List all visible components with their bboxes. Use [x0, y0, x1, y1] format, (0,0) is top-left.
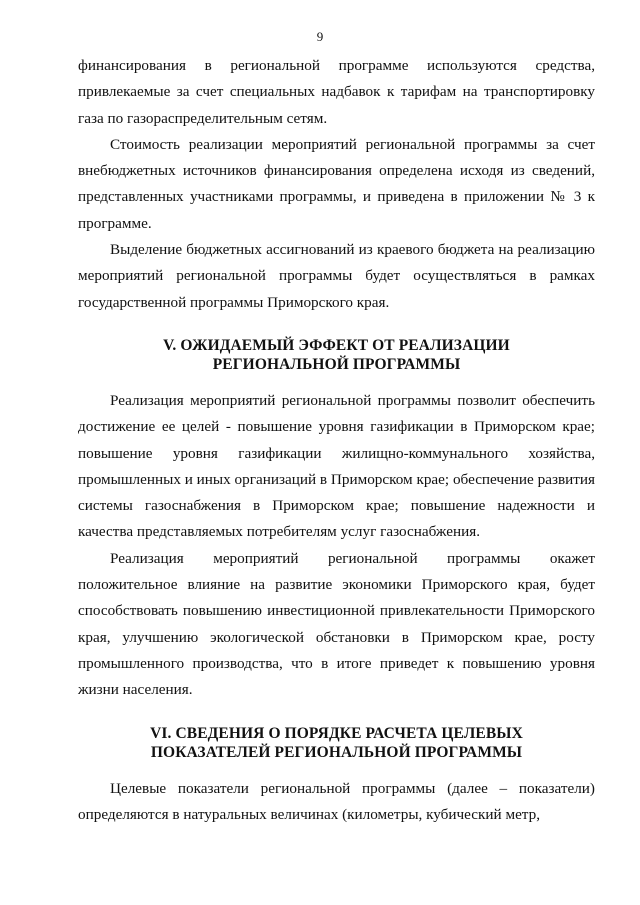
section-heading-v	[78, 336, 595, 374]
section-heading-vi-line2: ПОКАЗАТЕЛЕЙ РЕГИОНАЛЬНОЙ ПРОГРАММЫ	[150, 743, 523, 761]
paragraph-effect-goals: Реализация мероприятий региональной программы позволит обеспечить достижение ее целей - повышение уровня газификации в Приморском крае; повышение уровня газификации жилищно-коммунального хозяйства, промышленных и иных организаций в Приморском крае; обеспечение развития системы газоснабжения в Приморском крае; повышение надежности и качества представляемых потребителям услуг газоснабжения.	[78, 391, 595, 541]
page-number: 9	[316, 29, 324, 44]
section-heading-vi	[78, 724, 595, 762]
section-heading-vi-line1: VI. СВЕДЕНИЯ О ПОРЯДКЕ РАСЧЕТА ЦЕЛЕВЫХ	[150, 724, 523, 742]
paragraph-budget: Выделение бюджетных ассигнований из краевого бюджета на реализацию мероприятий региональной программы будет осуществляться в рамках государственной программы Приморского края.	[78, 241, 595, 311]
document-body	[78, 53, 595, 828]
paragraph-indicators: Целевые показатели региональной программы (далее – показатели) определяются в натуральных величинах (километры, кубический метр,	[78, 779, 595, 823]
section-heading-v-line1: V. ОЖИДАЕМЫЙ ЭФФЕКТ ОТ РЕАЛИЗАЦИИ	[163, 336, 510, 354]
paragraph-effect-economy: Реализация мероприятий региональной программы окажет положительное влияние на развитие экономики Приморского края, будет способствовать повышению инвестиционной привлекательности Приморского края, улучшению экологической обстановки в Приморском крае, росту промышленного производства, что в итоге приведет к повышению уровня жизни населения.	[78, 549, 595, 699]
section-heading-v-line2: РЕГИОНАЛЬНОЙ ПРОГРАММЫ	[212, 355, 461, 373]
paragraph-cost: Стоимость реализации мероприятий региональной программы за счет внебюджетных источников финансирования определена исходя из сведений, представленных участниками программы, и приведена в приложении № 3 к программе.	[78, 135, 595, 232]
paragraph-continuation: финансирования в региональной программе используются средства, привлекаемые за счет специальных надбавок к тарифам на транспортировку газа по газораспределительным сетям.	[78, 57, 595, 127]
